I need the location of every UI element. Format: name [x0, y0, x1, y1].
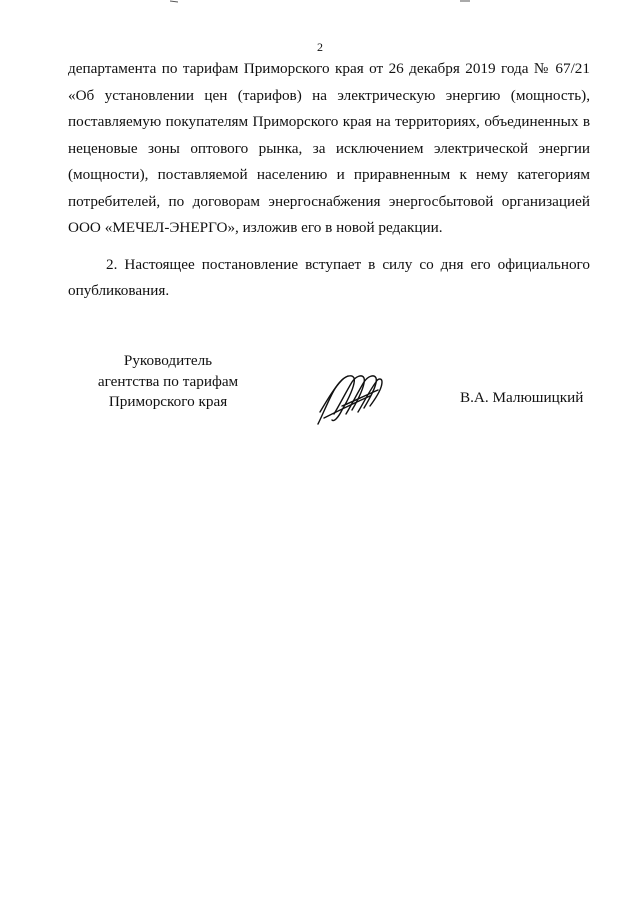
- text-line: опубликования.: [68, 282, 170, 299]
- text-line: «Об установлении цен (тарифов) на электрическую энергию (мощность),: [68, 86, 590, 104]
- text-line: неценовые зоны оптового рынка, за исключением электрической энергии: [68, 139, 590, 157]
- signatory-title-line: агентства по тарифам: [97, 372, 239, 390]
- signatory-title: [68, 351, 268, 413]
- document-body: [68, 56, 590, 305]
- scan-artifact-mark: [170, 0, 178, 3]
- text-line: департамента по тарифам Приморского края от 26 декабря 2019 года № 67/21: [68, 60, 590, 77]
- paragraph-decree-amendment: [68, 56, 590, 242]
- text-line: поставляемую покупателям Приморского края на территориях, объединенных в: [68, 113, 590, 130]
- signatory-title-line: Приморского края: [108, 393, 228, 410]
- text-line: (мощности), поставляемой населению и приравненным к нему категориям: [68, 166, 590, 183]
- text-line: ООО «МЕЧЕЛ-ЭНЕРГО», изложив его в новой редакции.: [68, 219, 443, 236]
- page-number: 2: [317, 40, 323, 54]
- handwritten-signature-icon: [312, 366, 384, 428]
- scan-artifact-mark: [460, 0, 470, 3]
- text-line: потребителей, по договорам энергоснабжения энергосбытовой организацией: [68, 192, 590, 210]
- text-line: 2. Настоящее постановление вступает в силу со дня его официального: [106, 255, 590, 273]
- paragraph-entry-into-force: [68, 252, 590, 305]
- signatory-name: В.А. Малюшицкий: [460, 389, 584, 406]
- signatory-title-line: Руководитель: [123, 352, 213, 369]
